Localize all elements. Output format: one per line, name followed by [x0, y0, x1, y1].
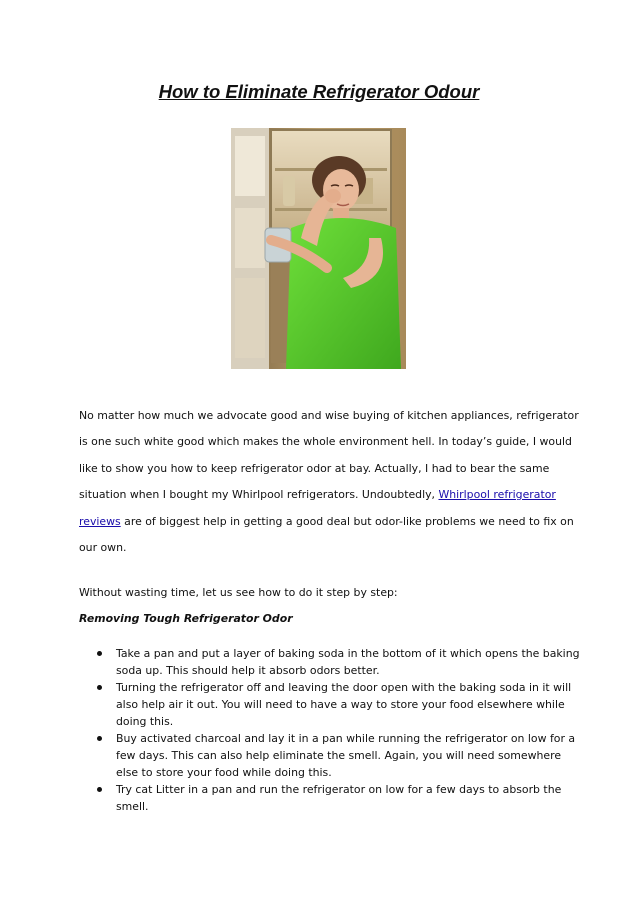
list-item-line: Buy activated charcoal and lay it in a pan while running the refrigerator on low for a [116, 732, 576, 745]
list-item-line: else to store your food while doing this. [116, 766, 332, 779]
intro-line-4-text: situation when I bought my Whirlpool refrigerators. Undoubtedly, [79, 488, 439, 502]
intro-line-6: our own. [79, 541, 127, 555]
list-item-line: soda up. This should help it absorb odors better. [116, 664, 380, 677]
list-item-line: also help air it out. You will need to have a way to store your food elsewhere while [116, 698, 565, 711]
list-item-line: Take a pan and put a layer of baking soda in the bottom of it which opens the baking [116, 647, 580, 660]
list-item-line: Turning the refrigerator off and leaving the door open with the baking soda in it will [116, 681, 572, 694]
intro-line-1: No matter how much we advocate good and wise buying of kitchen appliances, refrigerator [79, 409, 579, 422]
intro-line-3: like to show you how to keep refrigerator odor at bay. Actually, I had to bear the same [79, 461, 550, 475]
list-item-line: doing this. [116, 715, 174, 728]
list-item [79, 781, 569, 815]
bullet-icon [97, 685, 102, 690]
bullet-icon [97, 651, 102, 656]
section-heading: Removing Tough Refrigerator Odor [79, 612, 293, 625]
woman-holding-nose-photo-icon [231, 128, 406, 369]
list-item-line: Try cat Litter in a pan and run the refrigerator on low for a few days to absorb the [116, 783, 562, 796]
list-item-line: smell. [116, 800, 149, 813]
whirlpool-reviews-link-continued[interactable]: reviews [79, 514, 121, 528]
intro-line-5 [79, 509, 574, 535]
list-item-line: few days. This can also help eliminate the smell. Again, you will need somewhere [116, 749, 562, 762]
intro-line-5-text: are of biggest help in getting a good deal but odor-like problems we need to fix on [120, 514, 574, 528]
bullet-icon [97, 787, 102, 792]
intro-line-2: is one such white good which makes the whole environment hell. In today’s guide, I would [79, 435, 572, 449]
page-title: How to Eliminate Refrigerator Odour [158, 81, 480, 102]
list-item [79, 645, 580, 679]
hero-photo [231, 128, 406, 369]
intro-line-4 [79, 482, 565, 508]
odor-removal-list [79, 645, 580, 815]
list-item [79, 679, 572, 730]
step-intro-text: Without wasting time, let us see how to do it step by step: [79, 586, 398, 599]
whirlpool-reviews-link[interactable]: Whirlpool refrigerator [438, 488, 556, 502]
intro-paragraph [79, 403, 579, 561]
list-item [79, 730, 576, 781]
bullet-icon [97, 736, 102, 741]
